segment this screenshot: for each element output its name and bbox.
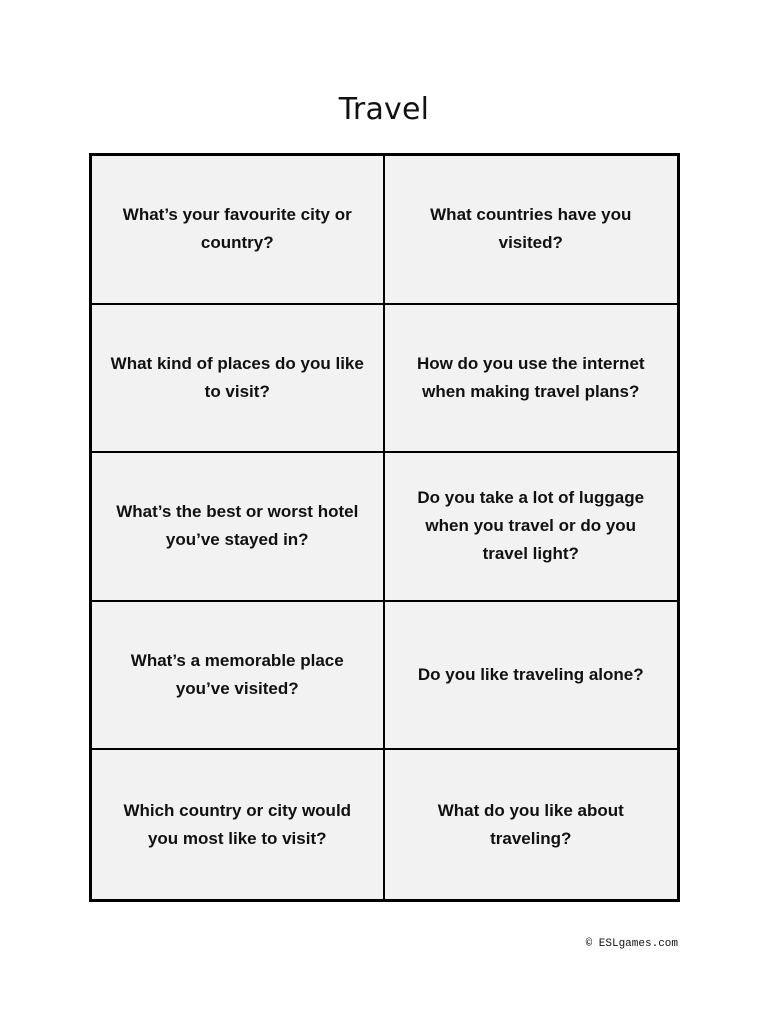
question-card — [385, 156, 678, 305]
question-card — [92, 305, 385, 454]
question-card — [92, 156, 385, 305]
question-text: What countries have you visited? — [430, 205, 632, 253]
question-text: Do you take a lot of luggage when you travel or do you travel light? — [417, 488, 645, 564]
copyright-footer: © ESLgames.com — [585, 938, 678, 950]
question-text: What’s the best or worst hotel you’ve stayed in? — [116, 502, 359, 550]
question-text: What’s your favourite city or country? — [122, 205, 352, 253]
question-text: Which country or city would you most like to visit? — [123, 800, 352, 848]
question-text: What do you like about traveling? — [437, 800, 624, 848]
question-card-grid — [89, 153, 680, 902]
question-card — [92, 750, 385, 899]
question-text: What’s a memorable place you’ve visited? — [130, 651, 344, 699]
question-text: Do you like traveling alone? — [417, 665, 644, 685]
question-card — [385, 305, 678, 454]
question-card — [385, 453, 678, 602]
page-title: Travel — [338, 92, 430, 127]
question-card — [92, 602, 385, 751]
question-card — [385, 602, 678, 751]
question-text: What kind of places do you like to visit? — [110, 353, 364, 401]
question-card — [92, 453, 385, 602]
question-text: How do you use the internet when making travel plans? — [416, 353, 645, 401]
question-card — [385, 750, 678, 899]
